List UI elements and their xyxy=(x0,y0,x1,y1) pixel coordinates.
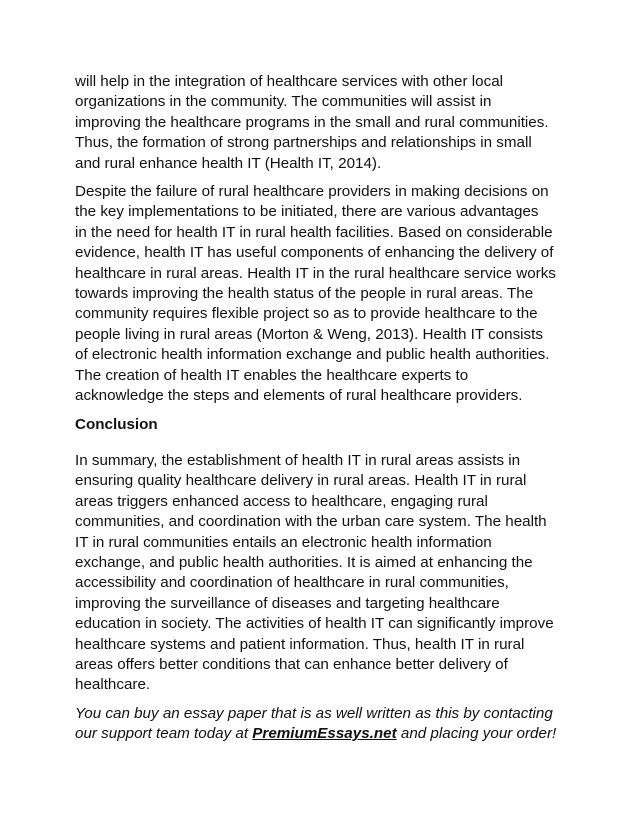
promo-paragraph xyxy=(75,704,575,745)
body-paragraph-1: will help in the integration of healthcare services with other local organizations in the community. The communities will assist in improving the healthcare programs in the small and rural communities. Thus, the formation of strong partnerships and relationships in small and rural enhance health IT (Health IT, 2014). xyxy=(75,73,549,172)
body-paragraph-2: Despite the failure of rural healthcare providers in making decisions on the key implementations to be initiated, there are various advantages in the need for health IT in rural health facilities. Based on considerable evidence, health IT has useful components of enhancing the delivery of healthcare in rural areas. Health IT in the rural healthcare service works towards improving the health status of the people in rural areas. The community requires flexible project so as to provide healthcare to the people living in rural areas (Morton & Weng, 2013). Health IT consists of electronic health information exchange and public health authorities. The creation of health IT enables the healthcare experts to acknowledge the steps and elements of rural healthcare providers. xyxy=(75,183,556,405)
conclusion-heading: Conclusion xyxy=(75,415,158,433)
promo-prefix: You can buy an essay paper that is as well written as this by contacting our support team today at xyxy=(75,704,553,743)
document-page xyxy=(75,72,575,745)
promo-suffix: and placing your order! xyxy=(396,725,557,743)
premiumessays-link[interactable]: PremiumEssays.net xyxy=(252,725,397,743)
conclusion-paragraph: In summary, the establishment of health IT in rural areas assists in ensuring quality healthcare delivery in rural areas. Health IT in rural areas triggers enhanced access to healthcare, engaging rural communities, and coordination with the urban care system. The health IT in rural communities entails an electronic health information exchange, and public health authorities. It is aimed at enhancing the accessibility and coordination of healthcare in rural communities, improving the surveillance of diseases and targeting healthcare education in society. The activities of health IT can significantly improve healthcare systems and patient information. Thus, health IT in rural areas offers better conditions that can enhance better delivery of healthcare. xyxy=(75,451,554,694)
